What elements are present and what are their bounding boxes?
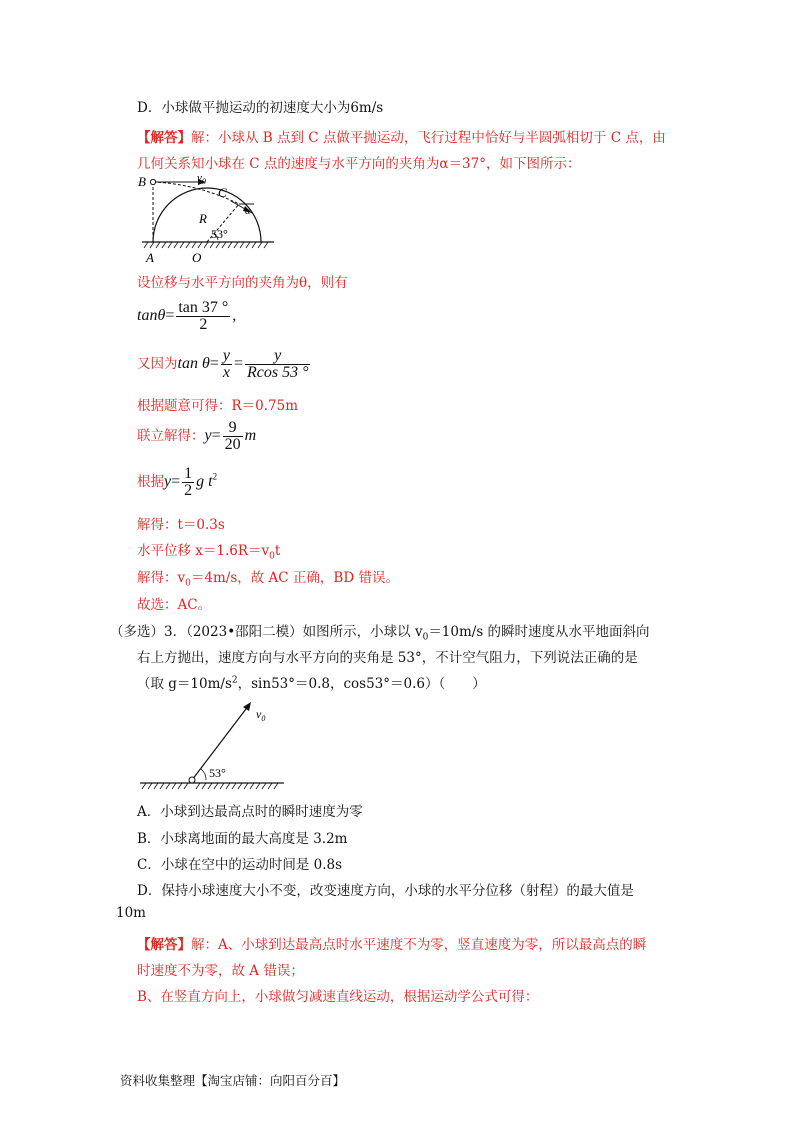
step-6: 解得：t＝0.3s [137,517,225,533]
label-v0: $v_0$ [197,172,206,186]
option-d-3: D．保持小球速度大小不变，改变速度方向，小球的水平分位移（射程）的最大值是 [137,883,634,899]
label-v0-2: $v_0$ [256,707,266,723]
answer-line-1: 【解答】解：小球从 B 点到 C 点做平抛运动，飞行过程中恰好与半圆弧相切于 C 点，由 [137,130,666,146]
projectile-figure [138,698,288,798]
step-5: 根据y= $\frac{1}{2}$ g $t^2$ [137,465,218,499]
question-3-line-3: （取 $g=10m/s^2$，sin53°＝0.8，cos53°＝0.6）（ ） [137,675,486,692]
step-8: 解得：$v_0=4m/s$，故 AC 正确，BD 错误。 [137,570,399,589]
answer3-line-1: 【解答】解：A、小球到达最高点时水平速度不为零，竖直速度为零，所以最高点的瞬 [137,937,647,953]
label-r: R [199,211,207,226]
step-7: 水平位移 $x=1.6R=v_0t$ [137,543,281,562]
option-a: A．小球到达最高点时的瞬时速度为零 [137,804,363,820]
equation-tan-theta: tanθ= $\frac{\tan 37 ^\circ}{2}$ , [137,299,237,333]
label-o: O [192,250,202,265]
option-b: B．小球离地面的最大高度是 3.2m [137,831,348,847]
answer-bracket: 【解答】 [137,130,191,146]
step-3: 根据题意可得：R＝0.75m [137,398,299,414]
label-a: A [146,250,154,265]
answer3-line-2: 时速度不为零，故 A 错误； [137,963,304,979]
label-c: C [218,185,227,200]
question-3-line-1: （多选）3．（2023•邵阳二模）如图所示，小球以 $v_0=10m/s$ 的瞬时速度从水平地面斜向 [110,624,650,643]
step-4: 联立解得：y= $\frac{9}{20}$ m [137,419,257,453]
option-c: C．小球在空中的运动时间是 0.8s [137,857,343,873]
question-3-line-2: 右上方抛出，速度方向与水平方向的夹角是 53°，不计空气阻力，下列说法正确的是 [137,650,638,666]
label-b: B [138,174,146,189]
step-2: 又因为tan θ= $\frac{y}{x}$ = $\frac{y}{Rcos 53 ^\circ}$ [137,347,309,381]
step-9: 故选：AC。 [137,597,212,613]
label-alpha: α [245,206,251,217]
option-d: D．小球做平抛运动的初速度大小为6m/s [137,100,384,116]
answer3-line-3: B、在竖直方向上，小球做匀减速直线运动，根据运动学公式可得： [137,989,539,1005]
semicircle-figure [128,168,278,268]
label-53-2: 53° [209,766,226,780]
answer-line-2: 几何关系知小球在 C 点的速度与水平方向的夹角为α＝37°，如下图所示： [137,156,581,172]
step-1: 设位移与水平方向的夹角为θ，则有 [137,275,348,291]
option-d-3-cont: 10m [116,905,146,921]
footer-source: 资料收集整理【淘宝店铺：向阳百分百】 [120,1073,346,1088]
label-53: 53° [211,227,228,241]
